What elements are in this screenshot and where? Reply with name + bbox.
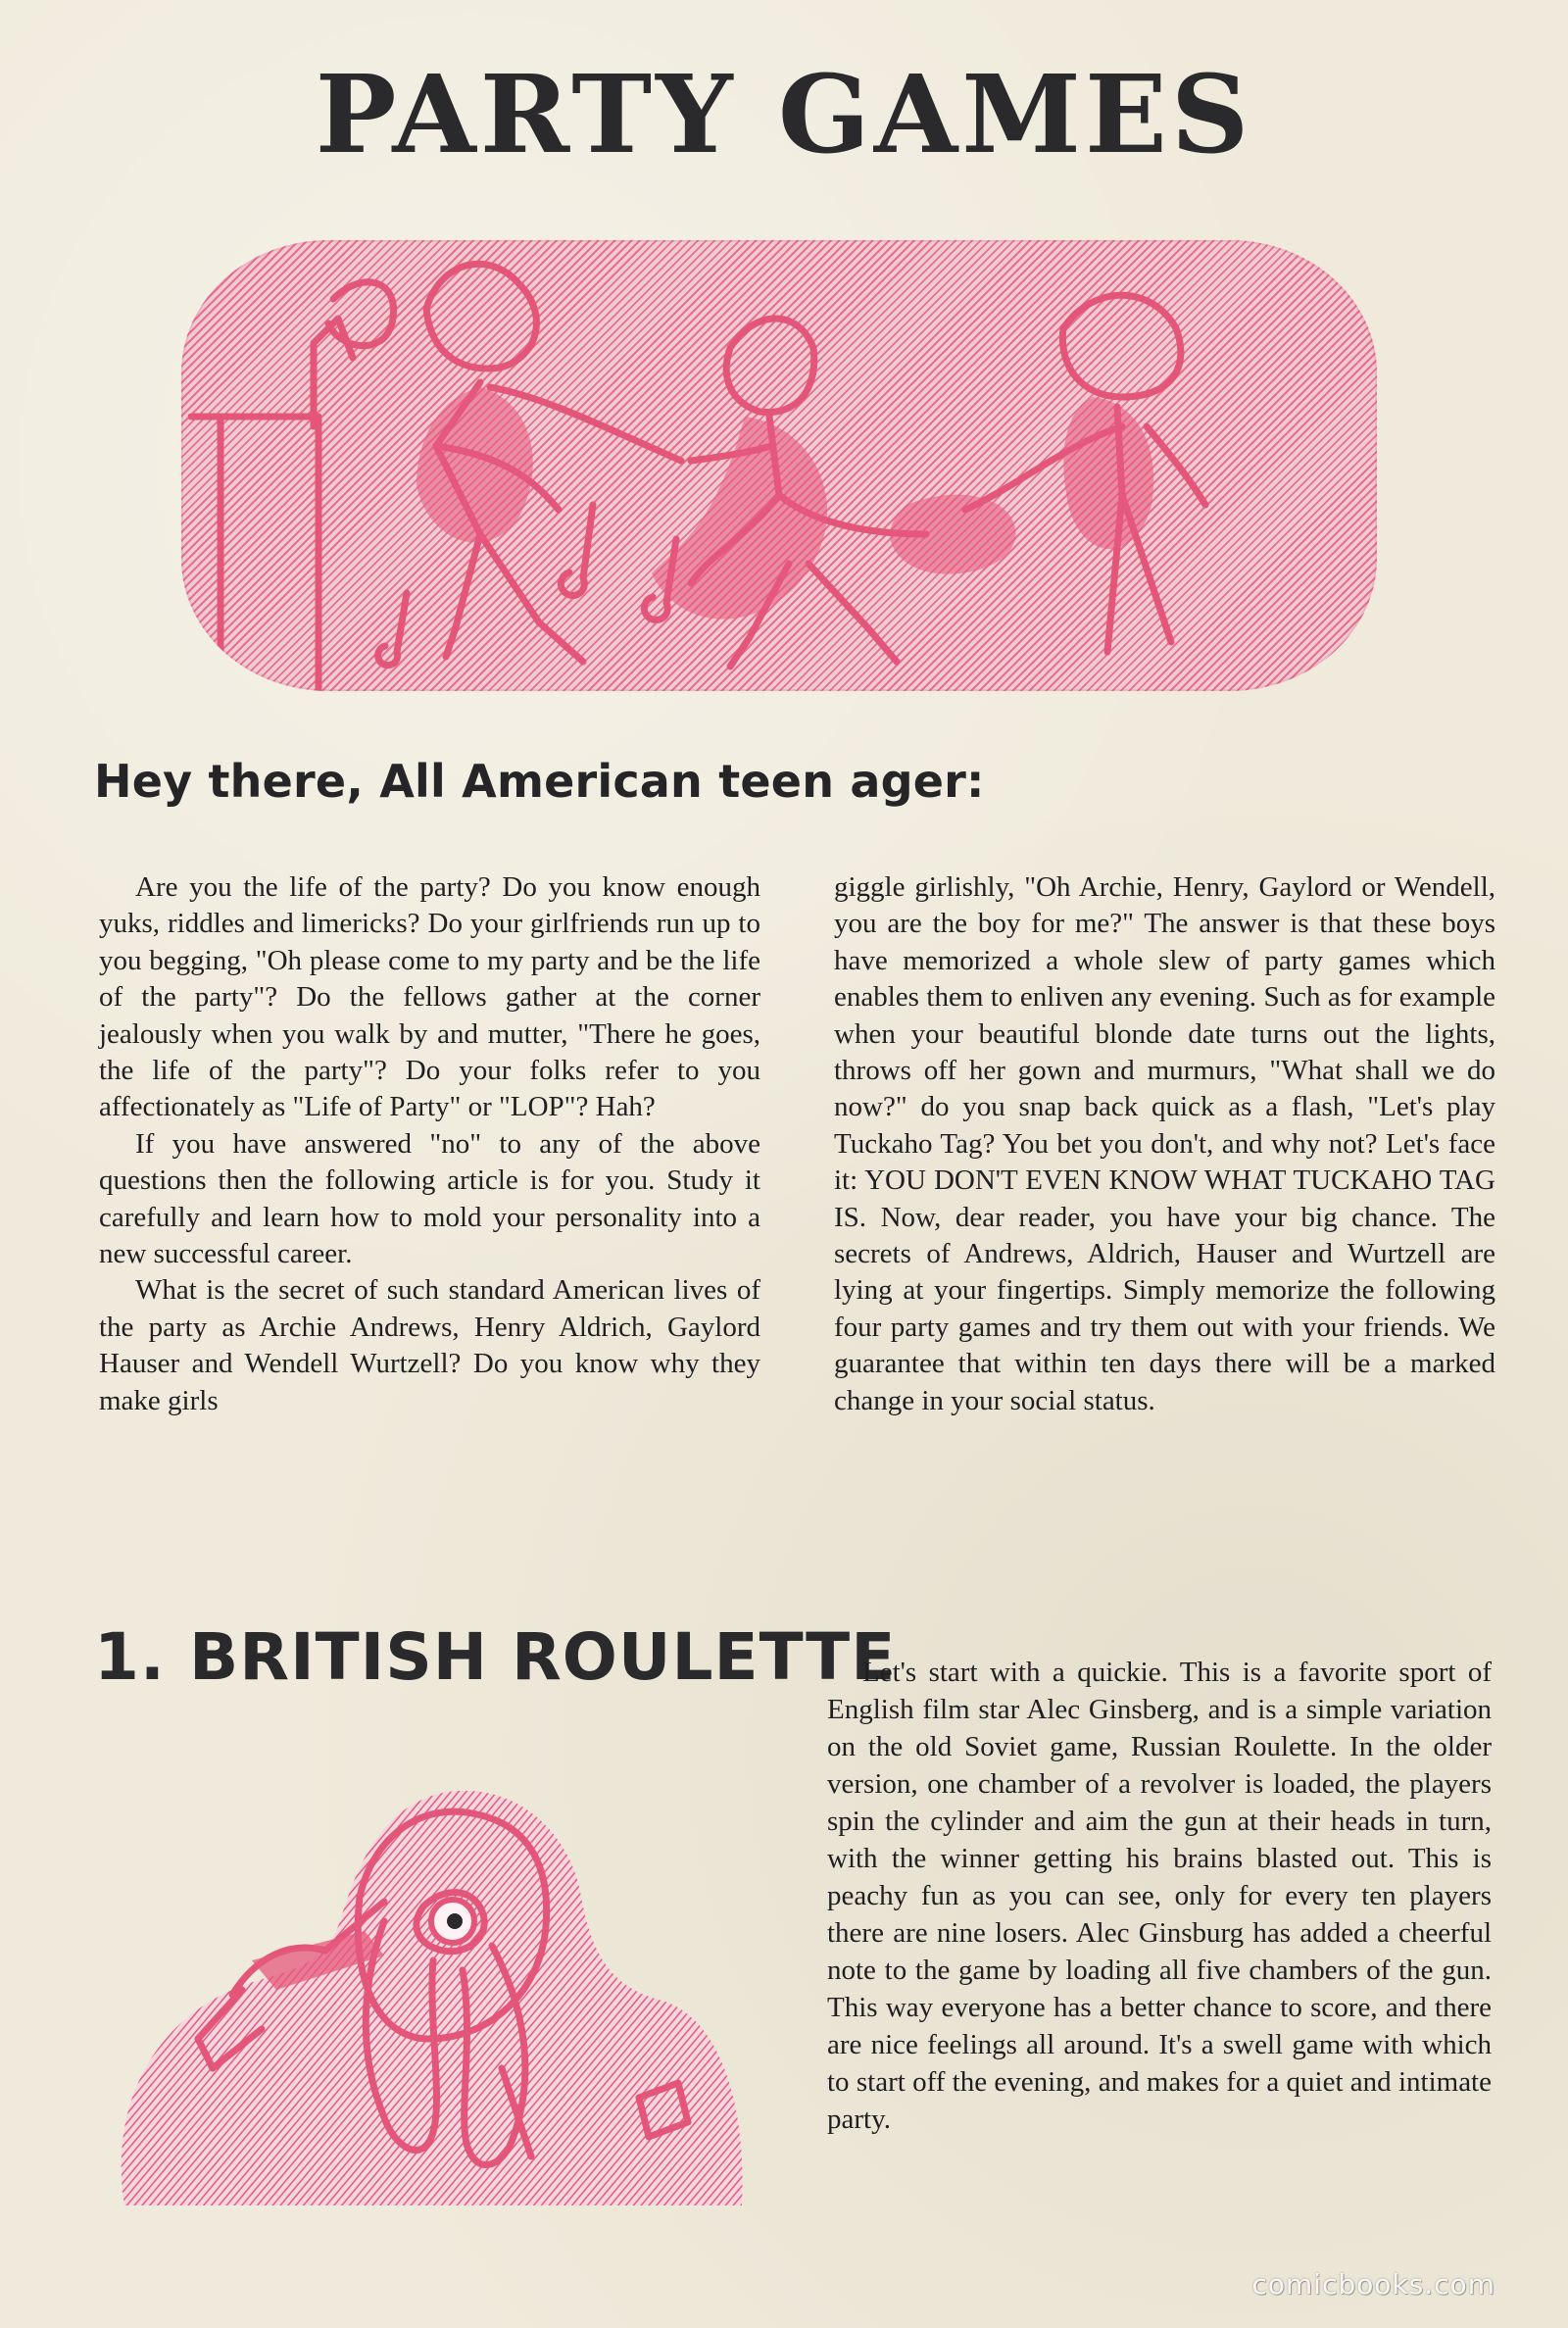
intro-paragraph-1: Are you the life of the party? Do you know enough yuks, riddles and limericks? Do your girlfriends run up to you begging, "Oh please come to my party and be the life of the party"? Do the fellows gather at the corner jealously when you walk by and mutter, "There he goes, the life of the party"? Do your folks refer to you affectionately as "Life of Party" or "LOP"? Hah?: [99, 871, 760, 1123]
roulette-illustration: [90, 1745, 752, 2210]
intro-paragraph-2: If you have answered "no" to any of the above questions then the following article is for you. Study it carefully and learn how to mold your personality into a new successful career.: [99, 1127, 760, 1270]
dancers-drawing: [181, 240, 1377, 691]
intro-paragraph-continued: giggle girlishly, "Oh Archie, Henry, Gaylord or Wendell, you are the boy for me?" The answer is that these boys have memorized a whole slew of party games which enables them to enliven any evening. Such as for example when your beautiful blonde date turns out the lights, throws off her gown and murmurs, "What shall we do now?" do you snap back quick as a flash, "Let's play Tuckaho Tag? You bet you don't, and why not? Let's face it: YOU DON'T EVEN KNOW WHAT TUCKAHO TAG IS. Now, dear reader, you have your big chance. The secrets of Andrews, Aldrich, Hauser and Wurtzell are lying at your fingertips. Simply memorize the following four party games and try them out with your friends. We guarantee that within ten days there will be a marked change in your social status.: [834, 871, 1495, 1416]
intro-paragraph-3: What is the secret of such standard American lives of the party as Archie Andrews, Henry Aldrich, Gaylord Hauser and Wendell Wurtzell? Do you know why they make girls: [99, 1274, 760, 1416]
intro-right-column: [834, 869, 1495, 1595]
intro-heading: Hey there, All American teen ager:: [94, 755, 985, 808]
page-title: PARTY GAMES: [315, 51, 1253, 177]
man-with-gun-drawing: [90, 1745, 752, 2210]
intro-text-columns: [99, 869, 1495, 1595]
british-roulette-heading: 1. BRITISH ROULETTE: [94, 1619, 897, 1695]
site-watermark: comicbooks.com: [1251, 2268, 1495, 2301]
british-roulette-paragraph: Let's start with a quickie. This is a favorite sport of English film star Alec Ginsberg, and is a simple variation on the old Soviet game, Russian Roulette. In the older version, one chamber of a revolver is loaded, the players spin the cylinder and aim the gun at their heads in turn, with the winner getting his brains blasted out. This is peachy fun as you can see, only for every ten players there are nine losers. Alec Ginsburg has added a cheerful note to the game by loading all five chambers of the gun. This way everyone has a better chance to score, and there are nice feelings all around. It's a swell game with which to start off the evening, and makes for a quiet and intimate party.: [827, 1657, 1492, 2135]
intro-left-column: [99, 869, 760, 1595]
dance-illustration: [181, 240, 1377, 691]
british-roulette-text: [827, 1654, 1492, 2242]
